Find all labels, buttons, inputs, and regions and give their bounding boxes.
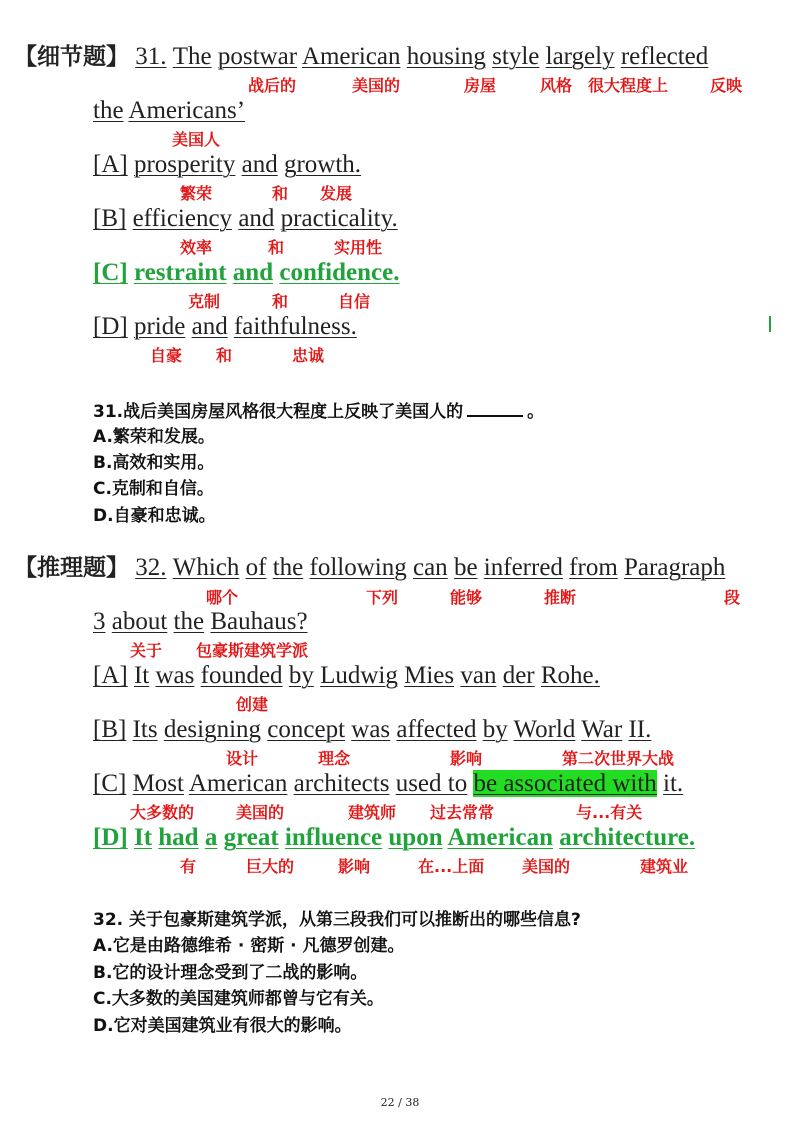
q31-gloss: 和 <box>216 346 233 365</box>
q32-option-word: van <box>460 662 497 689</box>
q32-cn-option: C.大多数的美国建筑师都曾与它有关。 <box>93 989 384 1009</box>
q32-option-word: World <box>513 716 576 743</box>
q32-option-word: was <box>351 716 391 743</box>
q32-gloss: 包豪斯建筑学派 <box>196 641 309 660</box>
q32-option-word: [ <box>93 716 102 743</box>
q31-stem-line2 <box>93 96 245 126</box>
q32-option-word: Ludwig <box>320 662 398 689</box>
q32-tag: 【推理题】 <box>14 555 129 581</box>
q32-option-word: affected <box>396 716 477 743</box>
q32-option-d-correct[interactable] <box>93 823 695 853</box>
q32-option-word: American <box>188 770 288 797</box>
q31-gloss: 和 <box>268 238 285 257</box>
q32-option-word: upon <box>388 824 443 851</box>
q31-cn-question-end: 。 <box>527 402 545 422</box>
q32-stem-line2 <box>93 607 308 637</box>
q31-option-word: A] <box>101 151 128 178</box>
q31-cn-option: D.自豪和忠诚。 <box>93 506 216 526</box>
q31-gloss: 很大程度上 <box>588 76 669 95</box>
q32-word: Bauhaus? <box>210 608 308 635</box>
q32-gloss: 在...上面 <box>418 857 485 876</box>
q32-gloss: 下列 <box>366 588 399 607</box>
q32-gloss: 与...有关 <box>576 803 643 822</box>
q31-gloss: 繁荣 <box>180 184 213 203</box>
q32-gloss: 理念 <box>318 749 351 768</box>
q32-option-word: was <box>155 662 195 689</box>
q32-cn-option: B.它的设计理念受到了二战的影响。 <box>93 963 368 983</box>
q31-option-c-correct[interactable] <box>93 258 399 288</box>
q31-option-word: prosperity <box>133 151 236 178</box>
q31-option-word: [ <box>93 205 102 232</box>
q32-word: 32. <box>135 554 167 581</box>
q32-word: the <box>272 554 304 581</box>
q32-option-word: concept <box>267 716 346 743</box>
q31-word: largely <box>545 43 615 70</box>
q32-option-word: [ <box>93 824 102 851</box>
q32-word: from <box>569 554 618 581</box>
q31-cn-option: B.高效和实用。 <box>93 453 215 473</box>
q32-word: inferred <box>483 554 563 581</box>
q32-word: the <box>173 608 205 635</box>
q32-stem-line1 <box>14 553 725 583</box>
q31-option-word: and <box>232 259 274 286</box>
q31-word: The <box>172 43 212 70</box>
q32-option-word: had <box>158 824 199 851</box>
q31-option-word: B] <box>101 205 127 232</box>
q31-word: reflected <box>620 43 709 70</box>
q31-gloss: 忠诚 <box>292 346 325 365</box>
q32-gloss: 设计 <box>226 749 259 768</box>
page-number: 22 / 38 <box>380 1096 420 1109</box>
q32-gloss: 推断 <box>544 588 577 607</box>
q32-gloss: 美国的 <box>522 857 571 876</box>
q32-word: 3 <box>93 608 106 635</box>
q32-option-word: American <box>447 824 554 851</box>
q31-gloss: 效率 <box>180 238 213 257</box>
q32-option-word: D] <box>101 824 128 851</box>
q31-gloss: 美国的 <box>352 76 401 95</box>
q32-option-word: [ <box>93 770 102 797</box>
q32-option-c[interactable] <box>93 769 683 799</box>
q32-gloss: 大多数的 <box>130 803 195 822</box>
q32-gloss: 关于 <box>130 641 163 660</box>
q32-option-word: architecture. <box>559 824 696 851</box>
q32-option-word: architects <box>293 770 390 797</box>
q32-option-word: II. <box>628 716 652 743</box>
q31-gloss: 克制 <box>188 292 221 311</box>
q32-word: Paragraph <box>624 554 726 581</box>
q31-gloss: 风格 <box>540 76 573 95</box>
q31-cn-question-text: 31.战后美国房屋风格很大程度上反映了美国人的 <box>93 402 464 422</box>
q31-option-word: restraint <box>133 259 227 286</box>
q31-option-word: efficiency <box>132 205 233 232</box>
q31-option-word: growth. <box>283 151 362 178</box>
q32-option-word: B] <box>101 716 127 743</box>
q32-gloss: 段 <box>724 588 741 607</box>
q32-gloss: 哪个 <box>206 588 239 607</box>
q31-word: Americans’ <box>128 97 246 124</box>
q31-gloss: 房屋 <box>464 76 497 95</box>
q32-option-word: by <box>482 716 508 743</box>
q31-option-word: C] <box>101 259 128 286</box>
q31-word: style <box>492 43 540 70</box>
q32-word: Which <box>172 554 240 581</box>
q32-option-word: designing <box>163 716 262 743</box>
q32-word: about <box>111 608 168 635</box>
q32-gloss: 美国的 <box>236 803 285 822</box>
q32-option-word: War <box>581 716 623 743</box>
q32-cn-option: A.它是由路德维希 · 密斯 · 凡德罗创建。 <box>93 936 405 956</box>
q32-option-word: Mies <box>404 662 455 689</box>
q31-word: 31. <box>135 43 167 70</box>
q31-gloss: 自信 <box>338 292 371 311</box>
q31-gloss: 反映 <box>710 76 743 95</box>
q32-option-a[interactable] <box>93 661 600 691</box>
q32-option-word: It <box>133 662 150 689</box>
q31-stem-line1 <box>14 42 708 72</box>
q31-option-word: [ <box>93 151 102 178</box>
q32-option-word: influence <box>284 824 383 851</box>
q32-cn-option: D.它对美国建筑业有很大的影响。 <box>93 1016 352 1036</box>
q31-gloss: 和 <box>272 184 289 203</box>
q32-option-word: Rohe. <box>540 662 600 689</box>
q31-option-b[interactable] <box>93 204 398 234</box>
q31-gloss: 美国人 <box>172 130 221 149</box>
q32-gloss: 能够 <box>450 588 483 607</box>
q32-gloss: 第二次世界大战 <box>562 749 675 768</box>
q31-option-word: confidence. <box>279 259 400 286</box>
q32-option-word: Its <box>132 716 158 743</box>
q32-option-word: a <box>204 824 218 851</box>
q31-gloss: 自豪 <box>150 346 183 365</box>
q32-option-word: founded <box>200 662 283 689</box>
q32-gloss: 过去常常 <box>430 803 495 822</box>
q31-option-word: faithfulness. <box>233 313 357 340</box>
q31-option-a[interactable] <box>93 150 361 180</box>
q31-word: American <box>301 43 401 70</box>
q31-option-d[interactable] <box>93 312 357 342</box>
q32-cn-question: 32. 关于包豪斯建筑学派，从第三段我们可以推断出的哪些信息? <box>93 910 581 930</box>
q32-gloss: 影响 <box>450 749 483 768</box>
q31-option-word: pride <box>133 313 186 340</box>
q32-option-b[interactable] <box>93 715 651 745</box>
q31-gloss: 发展 <box>320 184 353 203</box>
q31-option-word: [ <box>93 313 102 340</box>
q32-word: following <box>309 554 407 581</box>
q31-gloss: 战后的 <box>248 76 297 95</box>
q32-word: be <box>453 554 478 581</box>
q31-cn-option: C.克制和自信。 <box>93 479 214 499</box>
answer-blank <box>467 399 523 417</box>
q32-option-word: Most <box>132 770 184 797</box>
q31-option-word: practicality. <box>280 205 398 232</box>
q31-word: the <box>93 97 124 124</box>
q32-option-word: A] <box>101 662 128 689</box>
q31-option-word: and <box>191 313 228 340</box>
q32-gloss: 巨大的 <box>246 857 295 876</box>
highlighted-phrase: be associated with <box>473 770 657 797</box>
q32-word: of <box>245 554 267 581</box>
q32-word: can <box>412 554 448 581</box>
q31-cn-option: A.繁荣和发展。 <box>93 427 215 447</box>
q32-option-word: It <box>133 824 153 851</box>
q32-gloss: 建筑业 <box>640 857 689 876</box>
q31-option-word: and <box>238 205 275 232</box>
q32-gloss: 创建 <box>236 695 269 714</box>
q32-option-word: C] <box>101 770 127 797</box>
q31-cn-question <box>93 399 544 423</box>
q31-option-word: [ <box>93 259 102 286</box>
q32-option-word: der <box>502 662 535 689</box>
q32-gloss: 有 <box>180 857 197 876</box>
q32-option-word: used to <box>395 770 468 797</box>
q31-word: postwar <box>217 43 298 70</box>
q31-gloss: 实用性 <box>334 238 383 257</box>
green-margin-mark <box>769 316 771 332</box>
q31-option-word: D] <box>101 313 128 340</box>
q31-option-word: and <box>241 151 278 178</box>
q32-gloss: 建筑师 <box>348 803 397 822</box>
q32-option-word: great <box>223 824 279 851</box>
q31-gloss: 和 <box>272 292 289 311</box>
q32-option-word: [ <box>93 662 102 689</box>
q32-gloss: 影响 <box>338 857 371 876</box>
q31-tag: 【细节题】 <box>14 44 129 70</box>
q32-option-word: by <box>288 662 314 689</box>
q31-word: housing <box>406 43 486 70</box>
q32-option-word: it. <box>663 770 684 797</box>
